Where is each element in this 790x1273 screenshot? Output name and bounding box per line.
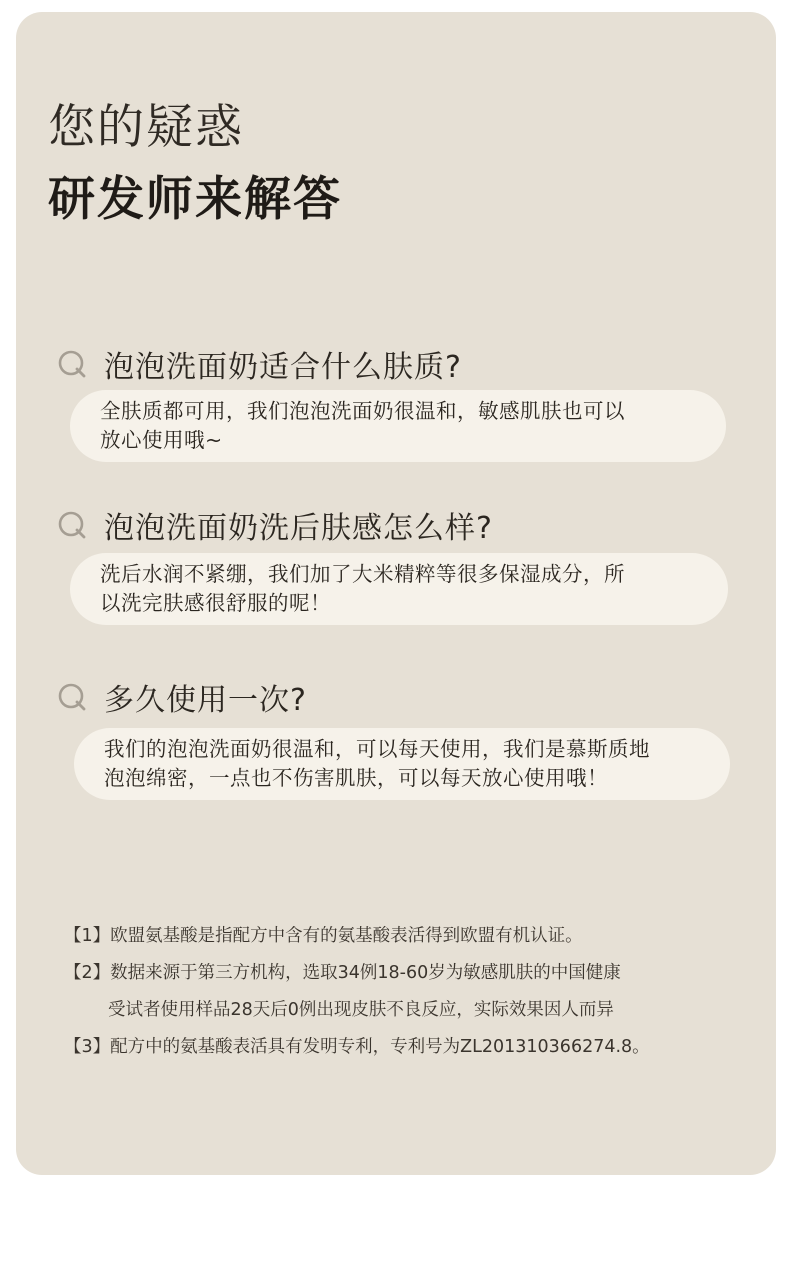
question-text: 泡泡洗面奶适合什么肤质? bbox=[104, 350, 462, 385]
faq-question-1 bbox=[56, 342, 462, 386]
question-text: 多久使用一次? bbox=[104, 683, 307, 718]
q-letter-icon bbox=[56, 509, 88, 541]
answer-line: 以洗完肤感很舒服的呢！ bbox=[100, 591, 331, 615]
footnote-2: 【2】数据来源于第三方机构，选取34例18-60岁为敏感肌肤的中国健康 bbox=[64, 963, 621, 983]
question-text: 泡泡洗面奶洗后肤感怎么样? bbox=[104, 511, 493, 546]
q-letter-icon bbox=[56, 348, 88, 380]
answer-bubble-1 bbox=[70, 390, 726, 462]
faq-question-2 bbox=[56, 503, 493, 547]
page-title-line1: 您的疑惑 bbox=[48, 100, 244, 155]
answer-text bbox=[100, 560, 625, 618]
answer-bubble-3 bbox=[74, 728, 730, 800]
footnote-1: 【1】欧盟氨基酸是指配方中含有的氨基酸表活得到欧盟有机认证。 bbox=[64, 926, 583, 946]
q-letter-icon bbox=[56, 681, 88, 713]
answer-text bbox=[100, 397, 625, 455]
faq-question-3 bbox=[56, 675, 307, 719]
answer-line: 我们的泡泡洗面奶很温和，可以每天使用，我们是慕斯质地 bbox=[104, 737, 650, 761]
answer-line: 泡泡绵密，一点也不伤害肌肤，可以每天放心使用哦！ bbox=[104, 766, 608, 790]
answer-bubble-2 bbox=[70, 553, 728, 625]
answer-line: 洗后水润不紧绷，我们加了大米精粹等很多保湿成分，所 bbox=[100, 562, 625, 586]
answer-text bbox=[104, 735, 650, 793]
footnote-2-continued: 受试者使用样品28天后0例出现皮肤不良反应，实际效果因人而异 bbox=[108, 1000, 614, 1020]
page-title-line2: 研发师来解答 bbox=[48, 172, 342, 227]
footnote-3: 【3】配方中的氨基酸表活具有发明专利，专利号为ZL201310366274.8。 bbox=[64, 1037, 650, 1057]
footnotes bbox=[64, 918, 744, 1066]
answer-line: 全肤质都可用，我们泡泡洗面奶很温和，敏感肌肤也可以 bbox=[100, 399, 625, 423]
answer-line: 放心使用哦~ bbox=[100, 428, 223, 452]
